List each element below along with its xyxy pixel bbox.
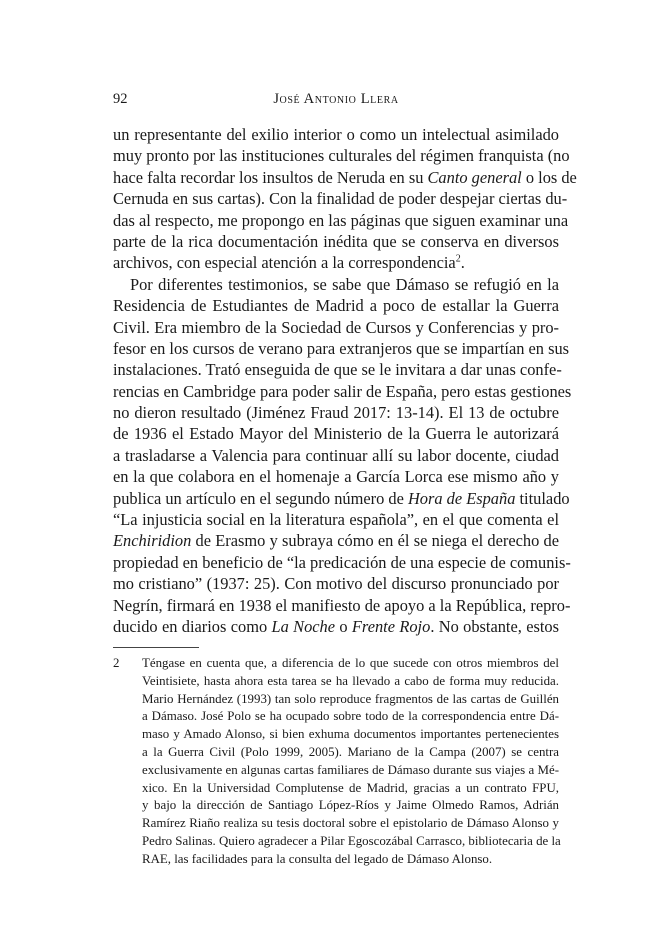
text-run: publica un artículo en el segundo número de	[113, 488, 408, 508]
text-run: . No obstante, estos	[430, 616, 559, 636]
footnote-line: RAE, las facilidades para la consulta del legado de Dámaso Alonso.	[142, 851, 493, 866]
page-number: 92	[113, 91, 128, 107]
footnote-line: exclusivamente en algunas cartas familiares de Dámaso durante sus viajes a Mé-	[142, 762, 559, 777]
text-run: mo cristiano” (1937: 25). Con motivo del discurso pronunciado por	[113, 574, 559, 594]
body-line	[113, 381, 572, 402]
text-run: parte de la rica documentación inédita que se conserva en diversos	[113, 231, 559, 251]
text-run: das al respecto, me propongo en las páginas que siguen examinar una	[113, 210, 569, 230]
body-line	[113, 445, 559, 466]
text-run: un representante del exilio interior o como un intelectual asimilado	[113, 125, 559, 144]
text-run: en la que colabora en el homenaje a García Lorca ese mismo año y	[113, 467, 559, 487]
footnote-line: y bajo la dirección de Santiago López-Ríos y Jaime Olmedo Ramos, Adrián	[142, 798, 559, 813]
text-run: Residencia de Estudiantes de Madrid a poco de estallar la Guerra	[113, 296, 559, 316]
footnote-rule	[113, 647, 199, 648]
body-line	[113, 466, 559, 487]
text-run: hace falta recordar los insultos de Neruda en su	[113, 167, 428, 187]
text-run: a trasladarse a Valencia para continuar allí su labor docente, ciudad	[113, 445, 559, 465]
body-line	[113, 530, 559, 551]
body-line	[113, 188, 568, 209]
page-header	[113, 91, 559, 113]
body-line	[113, 145, 570, 166]
italic-title: Canto general	[427, 167, 522, 187]
body-line	[113, 317, 559, 338]
footnote-line: a Dámaso. José Polo se ha ocupado sobre todo de la correspondencia entre Dá-	[142, 709, 559, 724]
footnote-line: xico. En la Universidad Complutense de Madrid, gracias a un contrato FPU,	[142, 780, 559, 795]
footnote-line: Pedro Salinas. Quiero agradecer a Pilar Egoscozábal Carrasco, bibliotecaria de la	[142, 833, 561, 848]
body-line	[113, 509, 559, 530]
body-line	[113, 295, 559, 316]
footnote-line: Veintisiete, hasta ahora esta tarea se ha llevado a cabo de forma muy reducida.	[142, 673, 559, 688]
body-line	[113, 359, 562, 380]
italic-title: La Noche	[271, 616, 336, 636]
italic-title: Hora de España	[407, 488, 516, 508]
footnote-line: Ramírez Riaño realiza su tesis doctoral sobre el epistolario de Dámaso Alonso y	[142, 816, 559, 831]
footnote-reference: 2	[455, 253, 461, 265]
body-line	[113, 231, 559, 252]
body-line	[113, 595, 571, 616]
body-text	[113, 124, 577, 637]
footnote-body	[142, 655, 559, 869]
text-run: Civil. Era miembro de la Sociedad de Cursos y Conferencias y pro-	[113, 317, 559, 337]
italic-title: Enchiridion	[113, 531, 192, 551]
body-line	[113, 488, 570, 509]
text-run: ducido en diarios como	[113, 616, 272, 636]
text-run: rencias en Cambridge para poder salir de España, pero estas gestiones	[113, 381, 572, 401]
footnote-line: Mario Hernández (1993) tan solo reproduce fragmentos de las cartas de Guillén	[142, 691, 559, 706]
body-line	[113, 338, 570, 359]
body-line	[113, 423, 559, 444]
footnote-line: maso y Amado Alonso, si bien exhuma documentos importantes pertenecientes	[142, 727, 559, 742]
body-line	[113, 616, 559, 637]
body-line	[113, 252, 559, 273]
text-run: muy pronto por las instituciones culturales del régimen franquista (no	[113, 146, 570, 166]
text-run: o los de	[521, 167, 577, 187]
text-run: Negrín, firmará en 1938 el manifiesto de apoyo a la República, repro-	[113, 595, 571, 615]
text-run: propiedad en beneficio de “la predicación de una especie de comunis-	[113, 552, 571, 572]
body-line	[113, 124, 559, 145]
body-line	[113, 402, 559, 423]
text-run: no dieron resultado (Jiménez Fraud 2017: 13-14). El 13 de octubre	[113, 403, 559, 423]
italic-title: Frente Rojo	[351, 616, 431, 636]
text-run: Cernuda en sus cartas). Con la finalidad de poder despejar ciertas du-	[113, 189, 568, 209]
text-run: de 1936 el Estado Mayor del Ministerio de la Guerra le autorizará	[113, 424, 559, 444]
body-line	[113, 274, 559, 295]
text-run: o	[335, 616, 352, 636]
text-run: titulado	[515, 488, 570, 508]
text-run: Por diferentes testimonios, se sabe que Dámaso se refugió en la	[130, 274, 559, 294]
body-line	[113, 552, 571, 573]
footnote-line: a la Guerra Civil (Polo 1999, 2005). Mariano de la Campa (2007) se centra	[142, 744, 559, 759]
footnote-marker: 2	[113, 656, 120, 670]
text-run: “La injusticia social en la literatura española”, en el que comenta el	[113, 510, 559, 530]
text-run: instalaciones. Trató enseguida de que se le invitara a dar unas confe-	[113, 360, 562, 380]
text-run: .	[460, 253, 465, 273]
body-line	[113, 167, 577, 188]
footnote-line: Téngase en cuenta que, a diferencia de lo que sucede con otros miembros del	[142, 656, 559, 670]
text-run: fesor en los cursos de verano para extranjeros que se impartían en sus	[113, 338, 570, 358]
body-line	[113, 210, 569, 231]
text-run: de Erasmo y subraya cómo en él se niega el derecho de	[191, 531, 559, 551]
body-line	[113, 573, 559, 594]
running-head: José Antonio Llera	[273, 91, 399, 107]
text-run: archivos, con especial atención a la correspondencia	[113, 253, 456, 273]
